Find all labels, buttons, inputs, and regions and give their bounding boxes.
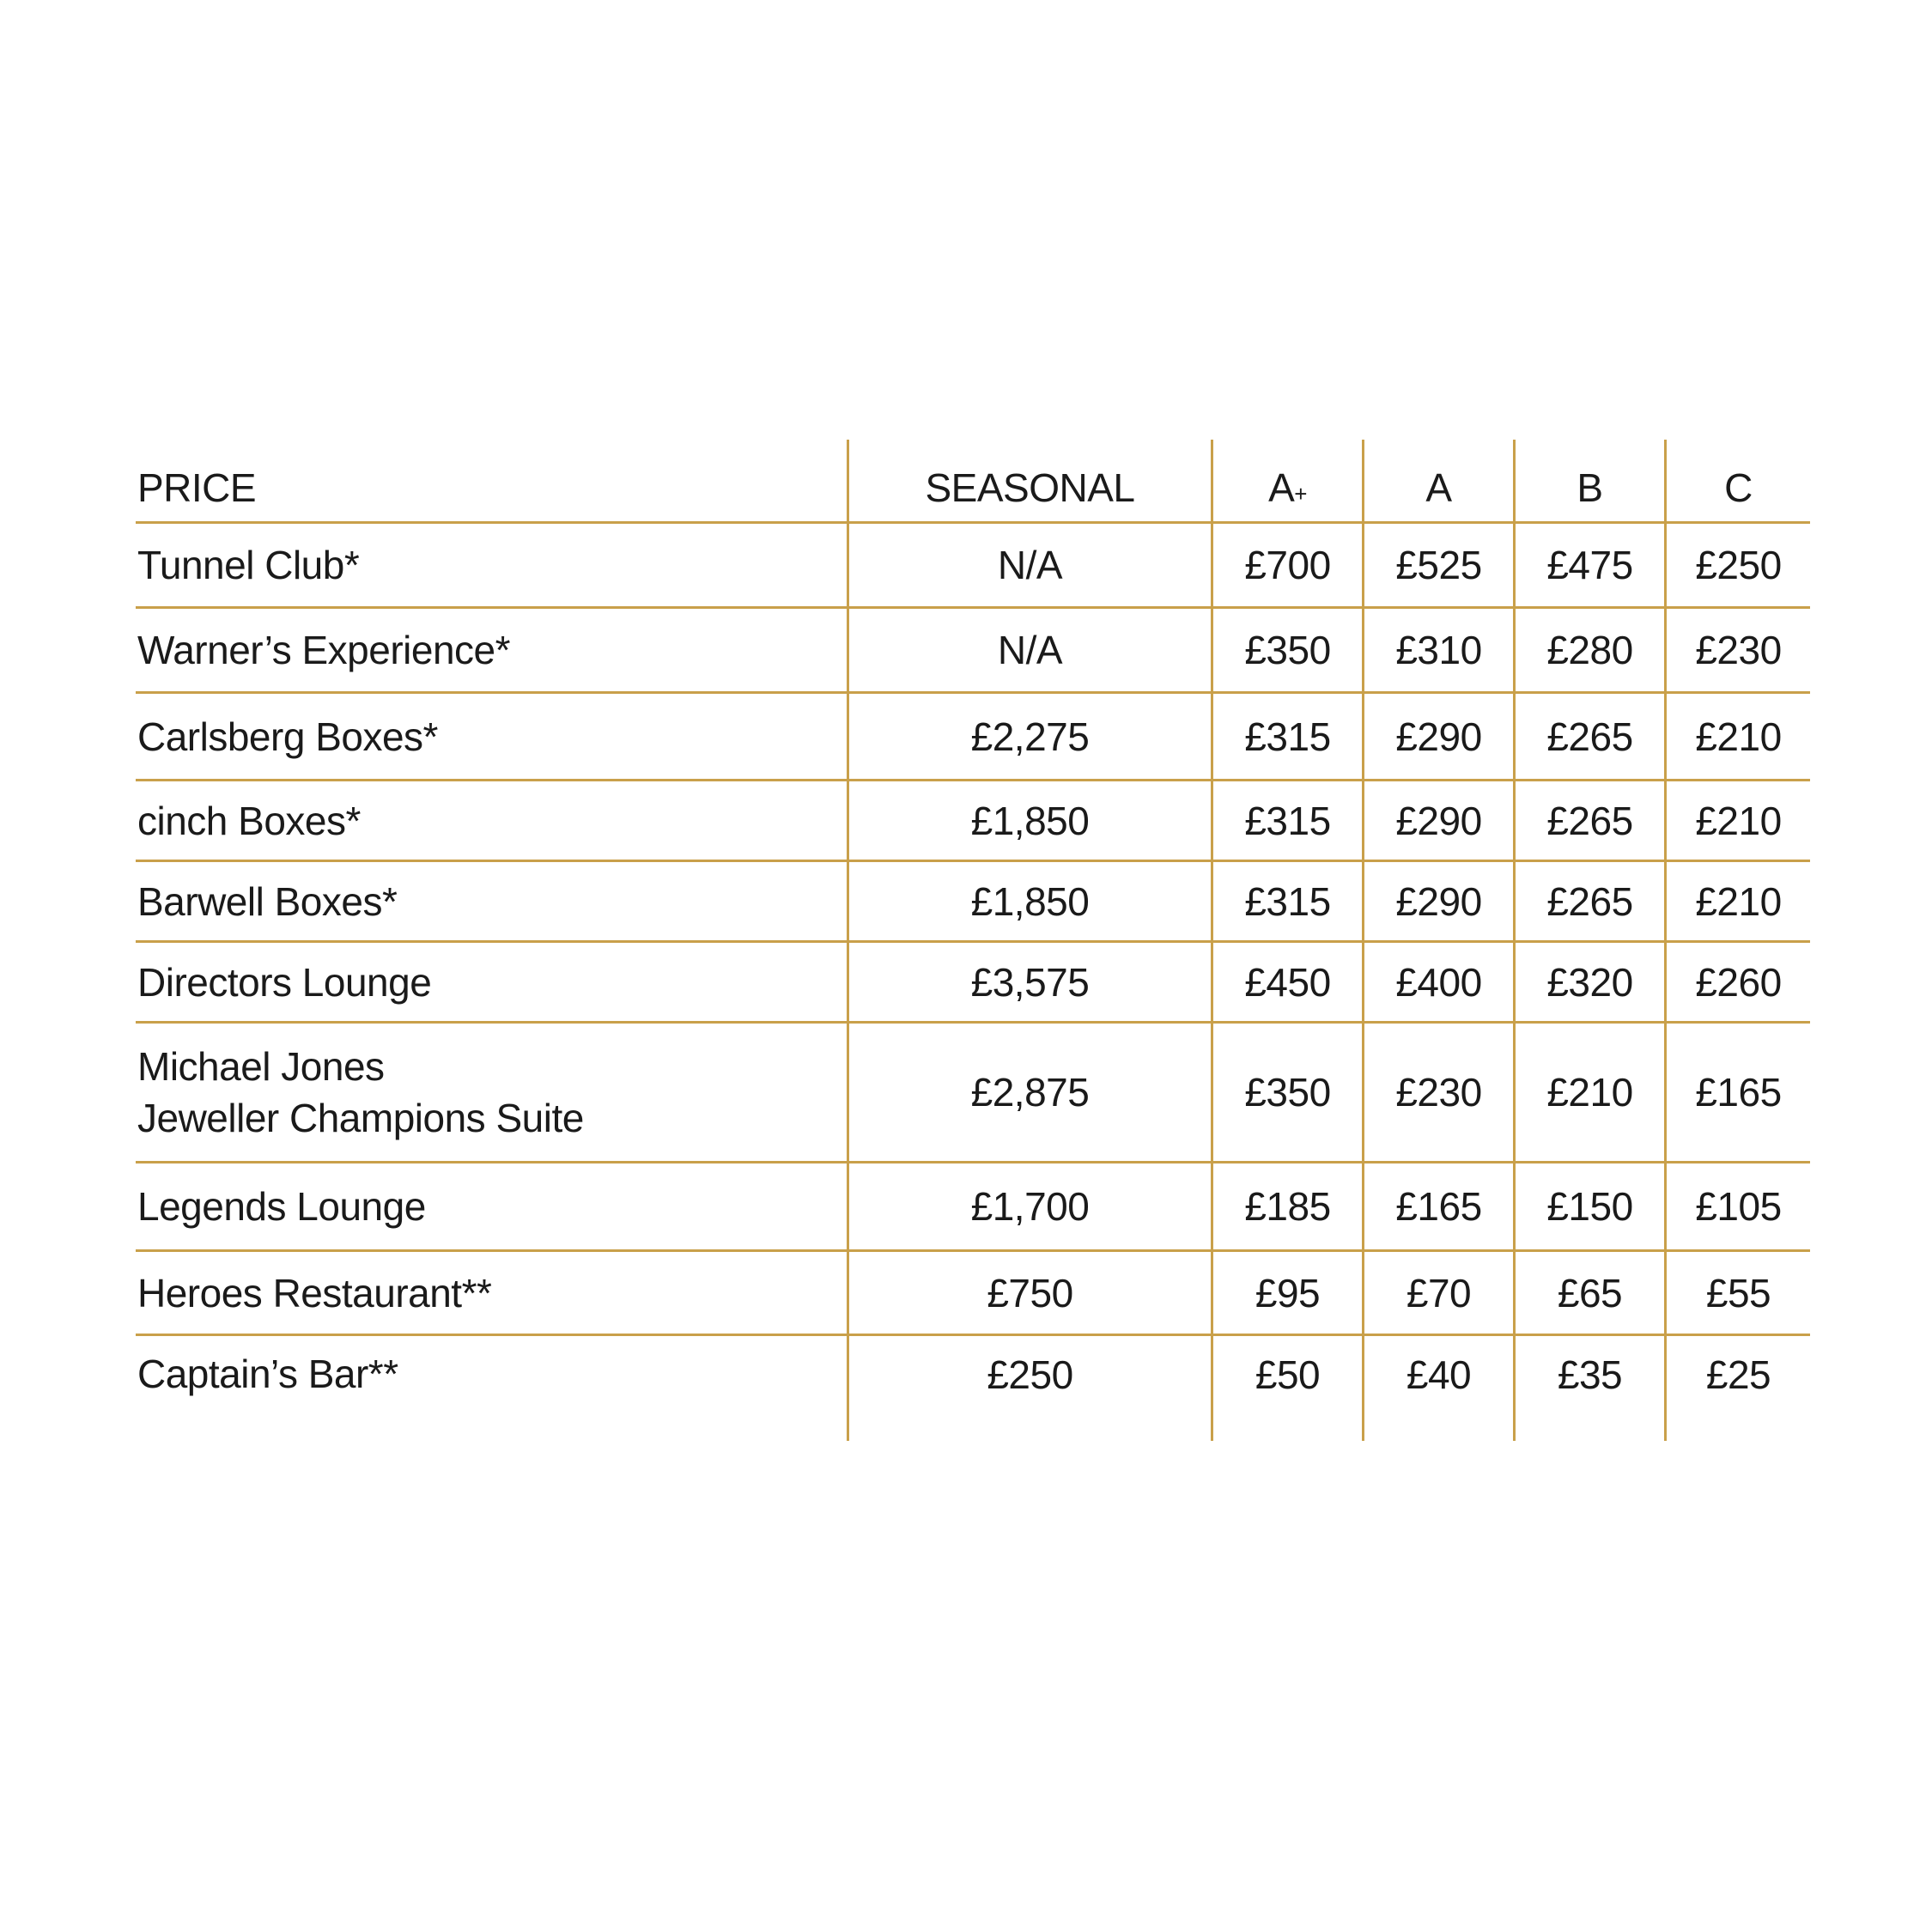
row-name: Carlsberg Boxes* <box>137 714 438 759</box>
row-name: Tunnel Club* <box>137 543 360 587</box>
row-b: £265 <box>1513 781 1664 860</box>
row-a-plus: £700 <box>1211 524 1362 606</box>
table-row <box>136 694 1810 781</box>
row-name: Legends Lounge <box>137 1184 426 1229</box>
row-a-plus: £315 <box>1211 781 1362 860</box>
row-a: £310 <box>1362 609 1513 691</box>
row-c: £250 <box>1664 524 1810 606</box>
row-a: £290 <box>1362 781 1513 860</box>
header-a-plus: A + <box>1211 440 1362 521</box>
row-name: Captain’s Bar** <box>137 1352 398 1396</box>
row-b: £35 <box>1513 1336 1664 1441</box>
header-c: C <box>1664 440 1810 521</box>
header-b: B <box>1513 440 1664 521</box>
row-a: £40 <box>1362 1336 1513 1441</box>
row-name: Barwell Boxes* <box>137 878 398 924</box>
row-name <box>136 1024 847 1161</box>
header-seasonal: SEASONAL <box>847 440 1211 521</box>
row-c: £25 <box>1664 1336 1810 1441</box>
row-a: £230 <box>1362 1024 1513 1161</box>
row-c: £105 <box>1664 1163 1810 1249</box>
row-a-plus: £350 <box>1211 1024 1362 1161</box>
row-a: £525 <box>1362 524 1513 606</box>
row-b: £265 <box>1513 694 1664 779</box>
row-c: £260 <box>1664 943 1810 1021</box>
row-name: Heroes Restaurant** <box>137 1270 492 1315</box>
row-seasonal: £250 <box>847 1336 1211 1441</box>
row-a-plus: £185 <box>1211 1163 1362 1249</box>
row-a-plus: £50 <box>1211 1336 1362 1441</box>
row-c: £210 <box>1664 694 1810 779</box>
table-row <box>136 1252 1810 1336</box>
table-row <box>136 781 1810 862</box>
row-a: £400 <box>1362 943 1513 1021</box>
header-price: PRICE <box>137 465 257 510</box>
row-a: £290 <box>1362 862 1513 940</box>
table-row <box>136 1024 1810 1163</box>
row-seasonal: £3,575 <box>847 943 1211 1021</box>
row-name: cinch Boxes* <box>137 798 361 843</box>
row-b: £150 <box>1513 1163 1664 1249</box>
row-name: Warner’s Experience* <box>137 628 511 672</box>
row-seasonal: £2,875 <box>847 1024 1211 1161</box>
row-name: Directors Lounge <box>137 959 432 1005</box>
row-seasonal: £1,850 <box>847 781 1211 860</box>
row-seasonal: £750 <box>847 1252 1211 1334</box>
row-seasonal: £1,700 <box>847 1163 1211 1249</box>
row-c: £165 <box>1664 1024 1810 1161</box>
row-name-line-1: Michael Jones <box>137 1044 385 1089</box>
row-a: £165 <box>1362 1163 1513 1249</box>
table-row <box>136 524 1810 609</box>
row-seasonal: £1,850 <box>847 862 1211 940</box>
row-c: £210 <box>1664 781 1810 860</box>
table-row <box>136 862 1810 943</box>
row-c: £230 <box>1664 609 1810 691</box>
row-c: £55 <box>1664 1252 1810 1334</box>
table-header-row <box>136 440 1810 524</box>
row-c: £210 <box>1664 862 1810 940</box>
row-a-plus: £350 <box>1211 609 1362 691</box>
row-name-line-2: Jeweller Champions Suite <box>137 1096 584 1140</box>
row-a-plus: £450 <box>1211 943 1362 1021</box>
row-a: £70 <box>1362 1252 1513 1334</box>
row-b: £280 <box>1513 609 1664 691</box>
row-b: £475 <box>1513 524 1664 606</box>
table-row <box>136 1336 1810 1441</box>
row-b: £210 <box>1513 1024 1664 1161</box>
price-table <box>136 440 1810 1441</box>
row-a: £290 <box>1362 694 1513 779</box>
row-b: £265 <box>1513 862 1664 940</box>
row-b: £320 <box>1513 943 1664 1021</box>
row-seasonal: N/A <box>847 609 1211 691</box>
row-seasonal: N/A <box>847 524 1211 606</box>
row-b: £65 <box>1513 1252 1664 1334</box>
row-seasonal: £2,275 <box>847 694 1211 779</box>
table-row <box>136 943 1810 1024</box>
header-a-plus-superscript: + <box>1294 481 1307 507</box>
row-a-plus: £315 <box>1211 862 1362 940</box>
header-a: A <box>1362 440 1513 521</box>
table-row <box>136 1163 1810 1252</box>
table-row <box>136 609 1810 694</box>
row-a-plus: £95 <box>1211 1252 1362 1334</box>
row-a-plus: £315 <box>1211 694 1362 779</box>
